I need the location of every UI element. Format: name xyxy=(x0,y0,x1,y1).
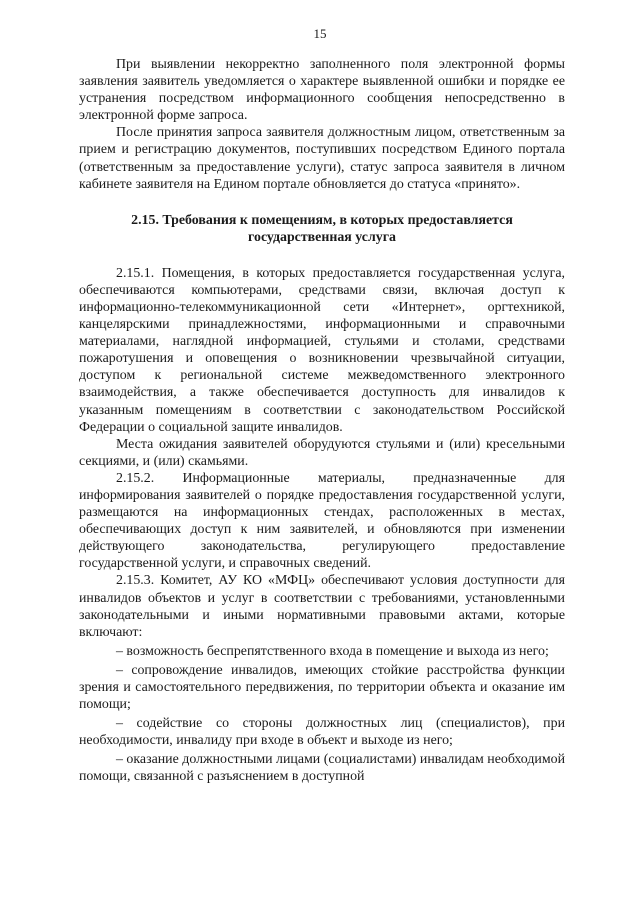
paragraph-waiting-places: Места ожидания заявителей оборудуются стульями и (или) кресельными секциями, и (или) скамьями. xyxy=(79,436,565,469)
section-heading: 2.15. Требования к помещениям, в которых предоставляется государственная услуга xyxy=(131,212,513,246)
list-item: – оказание должностными лицами (социалистами) инвалидам необходимой помощи, связанной с разъяснением в доступной xyxy=(79,752,565,785)
page-content xyxy=(79,56,565,786)
list-item: – содействие со стороны должностных лиц (специалистов), при необходимости, инвалиду при входе в объект и выходе из него; xyxy=(79,716,565,749)
paragraph-2-15-3: 2.15.3. Комитет, АУ КО «МФЦ» обеспечивают условия доступности для инвалидов объектов и услуг в соответствии с требованиями, установленными законодательными и иными нормативными правовыми актами, которые включают: xyxy=(79,573,565,640)
list-item: – возможность беспрепятственного входа в помещение и выхода из него; xyxy=(116,643,549,659)
paragraph-2-15-2: 2.15.2. Информационные материалы, предназначенные для информирования заявителей о порядке предоставления государственной услуги, размещаются на информационных стендах, расположенных в местах, обеспечивающих доступ к ним заявителей, и обновляются при изменении действующего законодательства, регулирующего предоставление государственной услуги, и справочных сведений. xyxy=(79,470,565,572)
paragraph-2-15-1: 2.15.1. Помещения, в которых предоставляется государственная услуга, обеспечиваются компьютерами, средствами связи, включая доступ к информационно-телекоммуникационной сети «Интернет», оргтехникой, канцелярскими принадлежностями, информационными и справочными материалами, наглядной информацией, стульями и столами, средствами пожаротушения и оповещения о возникновении чрезвычайной ситуации, доступом к региональной системе межведомственного электронного взаимодействия, а также обеспечивается доступность для инвалидов к указанным помещениям в соответствии с законодательством Российской Федерации о социальной защите инвалидов. xyxy=(79,265,565,435)
page-number: 15 xyxy=(313,26,327,41)
paragraph-error-notification: При выявлении некорректно заполненного поля электронной формы заявления заявитель уведомляется о характере выявленной ошибки и порядке ее устранения посредством информационного сообщения непосредственно в электронной форме запроса. xyxy=(79,57,565,124)
list-item: – сопровождение инвалидов, имеющих стойкие расстройства функции зрения и самостоятельного передвижения, по территории объекта и оказание им помощи; xyxy=(79,662,565,713)
paragraph-request-status: После принятия запроса заявителя должностным лицом, ответственным за прием и регистрацию документов, поступивших посредством Единого портала (ответственным за предоставление услуги), статус запроса заявителя в личном кабинете заявителя на Едином портале обновляется до статуса «принято». xyxy=(79,125,565,192)
